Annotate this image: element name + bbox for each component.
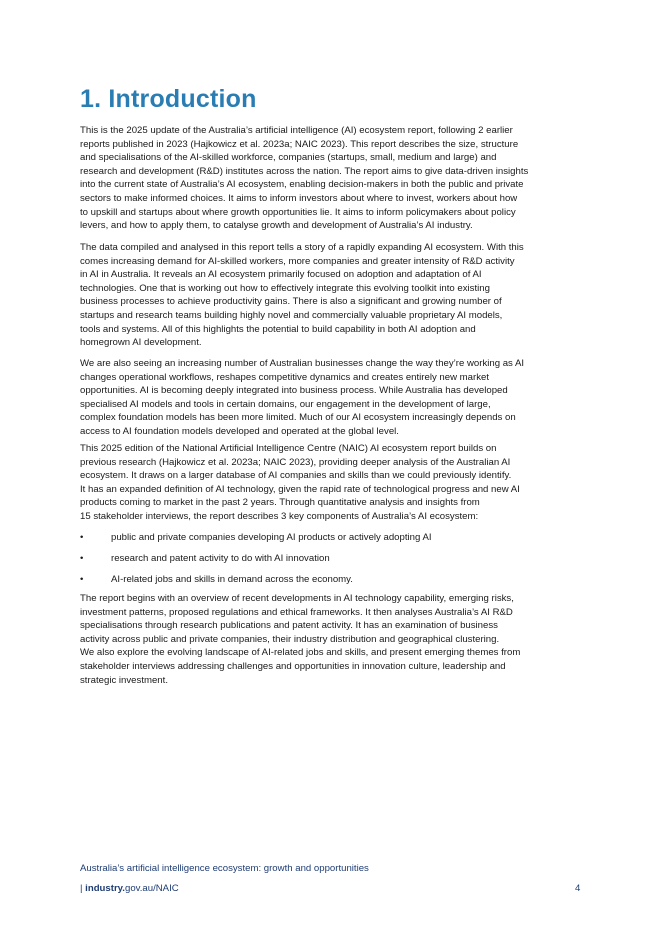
bullet-icon: • [80,553,84,564]
text-line: research and development (R&D) institutes across the nation. The report aims to give data-driven insights [80,165,529,177]
text-line: in AI in Australia. It reveals an AI ecosystem primarily focused on adoption and adaptation of AI [80,269,482,281]
text-line: We are also seeing an increasing number of Australian businesses change the way they’re working as AI [80,358,525,369]
text-line: specialised AI models and tools in certain domains, our engagement in the development of large, [80,398,491,410]
text-line: comes increasing demand for AI-skilled workers, more companies and greater intensity of R&D activity [80,255,515,267]
text-line: startups and research teams building highly novel and commercially valuable proprietary AI models, [80,309,503,321]
paragraph-ecosystem-story [80,241,524,350]
text-line: The data compiled and analysed in this report tells a story of a rapidly expanding AI ecosystem. With this [80,242,524,253]
text-line: This is the 2025 update of the Australia’s artificial intelligence (AI) ecosystem report, following 2 earlier [80,125,513,136]
text-line: ecosystem. It draws on a larger database of AI companies and skills than we could previously identify. [80,470,512,482]
text-line: stakeholder interviews addressing challenges and opportunities in innovation culture, leadership and [80,660,506,672]
text-line: This 2025 edition of the National Artificial Intelligence Centre (NAIC) AI ecosystem report builds on [80,443,497,454]
text-line: opportunities. AI is becoming deeply integrated into business process. While Australia has developed [80,385,508,397]
bullet-text: public and private companies developing AI products or actively adopting AI [111,532,432,543]
text-line: investment patterns, proposed regulations and ethical frameworks. It then analyses Australia’s AI R&D [80,606,513,618]
text-line: access to AI foundation models developed and operated at the global level. [80,425,399,437]
text-line: activity across public and private companies, their industry distribution and geographical clustering. [80,633,500,645]
text-line: sectors to make informed choices. It aims to inform investors about where to invest, workers about how [80,192,518,204]
page-number: 4 [575,883,581,894]
bullet-icon: • [80,532,84,543]
text-line: levers, and how to apply them, to catalyse growth and development of Australia’s AI industry. [80,220,473,232]
text-line: to upskill and startups about where growth opportunities lie. It aims to inform policymakers about policy [80,206,516,218]
footer-report-title: Australia’s artificial intelligence ecosystem: growth and opportunities [80,863,369,874]
text-line: and specialisations of the AI-skilled workforce, companies (startups, small, medium and large) and [80,152,497,164]
text-line: changes operational workflows, reshapes competitive dynamics and creates entirely new market [80,371,489,383]
page-title: 1. Introduction [80,85,257,113]
text-line: We also explore the evolving landscape of AI-related jobs and skills, and present emerging themes from [80,647,521,659]
text-line: business processes to achieve productivity gains. There is also a significant and growing number of [80,296,502,308]
text-line: previous research (Hajkowicz et al. 2023a; NAIC 2023), providing deeper analysis of the Australian AI [80,456,511,468]
footer-link-bold: industry. [85,883,125,894]
paragraph-report-structure [80,592,520,687]
text-line: It has an expanded definition of AI technology, given the rapid rate of technological progress and new AI [80,483,520,495]
text-line: reports published in 2023 (Hajkowicz et al. 2023a; NAIC 2023). This report describes the size, structure [80,138,519,150]
text-line: into the current state of Australia’s AI ecosystem, enabling decision-makers in both the public and private [80,179,524,191]
text-line: technologies. One that is working out how to effectively integrate this evolving toolkit into existing [80,282,490,294]
footer-website-link[interactable] [80,883,179,894]
text-line: strategic investment. [80,674,168,686]
bullet-text: AI-related jobs and skills in demand across the economy. [111,574,353,585]
text-line: complex foundation models has been more limited. Much of our AI ecosystem increasingly depends on [80,412,516,424]
text-line: products coming to market in the past 2 years. Through quantitative analysis and insights from [80,497,480,509]
text-line: homegrown AI development. [80,337,202,349]
bullet-icon: • [80,574,84,585]
footer-link-rest: gov.au/NAIC [124,883,179,894]
paragraph-business-change [80,357,524,439]
text-line: The report begins with an overview of recent developments in AI technology capability, emerging risks, [80,593,514,604]
footer-separator: | [80,883,86,894]
bullet-text: research and patent activity to do with AI innovation [111,553,330,564]
text-line: 15 stakeholder interviews, the report describes 3 key components of Australia’s AI ecosystem: [80,510,479,522]
paragraph-2025-edition [80,442,520,524]
text-line: tools and systems. All of this highlights the potential to build capability in both AI adoption and [80,323,476,335]
paragraph-intro [80,124,528,233]
text-line: specialisations through research publications and patent activity. It has an examination of business [80,620,498,632]
